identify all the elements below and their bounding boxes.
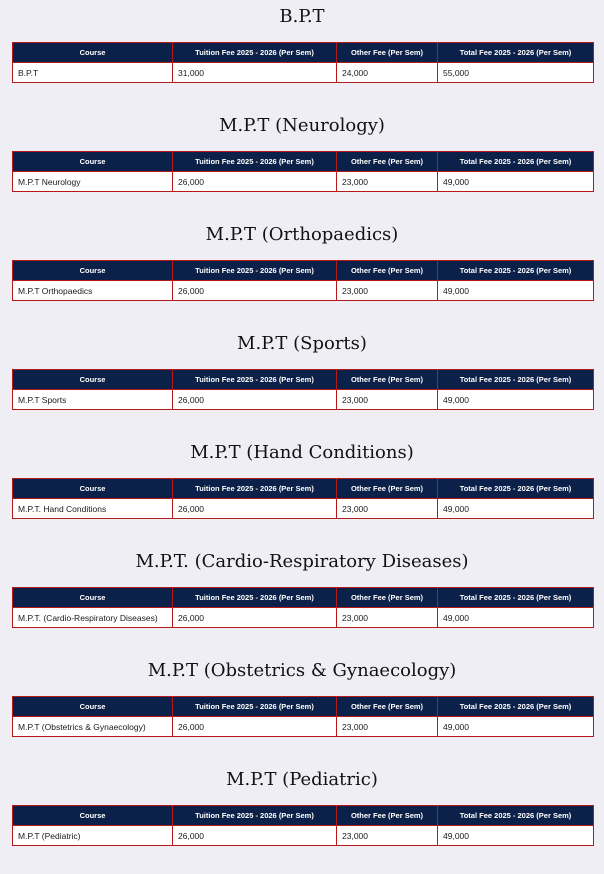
fee-table [12,42,594,83]
fee-section [0,547,604,656]
fee-table [12,151,594,192]
tuition-fee-header: Tuition Fee 2025 - 2026 (Per Sem) [173,370,337,390]
total-fee-cell: 55,000 [438,63,594,83]
fee-section [0,656,604,765]
tuition-fee-header: Tuition Fee 2025 - 2026 (Per Sem) [173,479,337,499]
course-header: Course [13,152,173,172]
table-header-row [13,697,594,717]
section-title: M.P.T (Neurology) [219,115,385,136]
section-title: M.P.T (Orthopaedics) [205,224,399,245]
course-cell: M.P.T. Hand Conditions [13,499,173,519]
tuition-fee-header: Tuition Fee 2025 - 2026 (Per Sem) [173,43,337,63]
table-header-row [13,806,594,826]
other-fee-header: Other Fee (Per Sem) [337,806,438,826]
total-fee-header: Total Fee 2025 - 2026 (Per Sem) [438,261,594,281]
course-cell: B.P.T [13,63,173,83]
tuition-fee-cell: 26,000 [173,390,337,410]
other-fee-header: Other Fee (Per Sem) [337,370,438,390]
course-cell: M.P.T Neurology [13,172,173,192]
course-header: Course [13,261,173,281]
total-fee-cell: 49,000 [438,826,594,846]
fee-table [12,587,594,628]
other-fee-cell: 23,000 [337,281,438,301]
course-header: Course [13,370,173,390]
other-fee-header: Other Fee (Per Sem) [337,697,438,717]
other-fee-header: Other Fee (Per Sem) [337,588,438,608]
fee-section [0,2,604,111]
total-fee-header: Total Fee 2025 - 2026 (Per Sem) [438,588,594,608]
tuition-fee-cell: 26,000 [173,172,337,192]
tuition-fee-header: Tuition Fee 2025 - 2026 (Per Sem) [173,697,337,717]
tuition-fee-header: Tuition Fee 2025 - 2026 (Per Sem) [173,806,337,826]
course-header: Course [13,697,173,717]
total-fee-header: Total Fee 2025 - 2026 (Per Sem) [438,43,594,63]
course-header: Course [13,806,173,826]
fee-section [0,329,604,438]
total-fee-header: Total Fee 2025 - 2026 (Per Sem) [438,806,594,826]
table-row [13,717,594,737]
fee-table [12,805,594,846]
section-title: M.P.T (Obstetrics & Gynaecology) [147,660,457,681]
other-fee-cell: 23,000 [337,390,438,410]
course-cell: M.P.T (Pediatric) [13,826,173,846]
fee-table [12,696,594,737]
total-fee-cell: 49,000 [438,608,594,628]
tuition-fee-header: Tuition Fee 2025 - 2026 (Per Sem) [173,152,337,172]
total-fee-cell: 49,000 [438,499,594,519]
tuition-fee-cell: 26,000 [173,499,337,519]
tuition-fee-cell: 26,000 [173,717,337,737]
section-title: B.P.T [279,6,325,27]
total-fee-header: Total Fee 2025 - 2026 (Per Sem) [438,479,594,499]
total-fee-cell: 49,000 [438,172,594,192]
table-row [13,826,594,846]
other-fee-header: Other Fee (Per Sem) [337,479,438,499]
total-fee-header: Total Fee 2025 - 2026 (Per Sem) [438,370,594,390]
total-fee-cell: 49,000 [438,390,594,410]
table-row [13,390,594,410]
fee-table [12,260,594,301]
course-cell: M.P.T. (Cardio-Respiratory Diseases) [13,608,173,628]
table-header-row [13,588,594,608]
tuition-fee-cell: 26,000 [173,826,337,846]
tuition-fee-header: Tuition Fee 2025 - 2026 (Per Sem) [173,588,337,608]
tuition-fee-header: Tuition Fee 2025 - 2026 (Per Sem) [173,261,337,281]
fee-table [12,478,594,519]
total-fee-header: Total Fee 2025 - 2026 (Per Sem) [438,697,594,717]
tuition-fee-cell: 31,000 [173,63,337,83]
course-header: Course [13,588,173,608]
other-fee-header: Other Fee (Per Sem) [337,152,438,172]
course-cell: M.P.T Sports [13,390,173,410]
section-title: M.P.T (Sports) [237,333,367,354]
other-fee-cell: 23,000 [337,717,438,737]
other-fee-header: Other Fee (Per Sem) [337,261,438,281]
table-row [13,63,594,83]
table-row [13,499,594,519]
fee-section [0,220,604,329]
total-fee-header: Total Fee 2025 - 2026 (Per Sem) [438,152,594,172]
table-row [13,172,594,192]
other-fee-cell: 23,000 [337,608,438,628]
section-title: M.P.T. (Cardio-Respiratory Diseases) [135,551,469,572]
table-row [13,281,594,301]
section-title: M.P.T (Pediatric) [226,769,378,790]
course-header: Course [13,479,173,499]
fee-section [0,438,604,547]
tuition-fee-cell: 26,000 [173,608,337,628]
tuition-fee-cell: 26,000 [173,281,337,301]
other-fee-header: Other Fee (Per Sem) [337,43,438,63]
fee-section [0,111,604,220]
course-cell: M.P.T (Obstetrics & Gynaecology) [13,717,173,737]
other-fee-cell: 23,000 [337,826,438,846]
total-fee-cell: 49,000 [438,717,594,737]
table-header-row [13,152,594,172]
total-fee-cell: 49,000 [438,281,594,301]
other-fee-cell: 23,000 [337,499,438,519]
table-header-row [13,43,594,63]
fee-section [0,765,604,874]
other-fee-cell: 24,000 [337,63,438,83]
table-header-row [13,479,594,499]
course-cell: M.P.T Orthopaedics [13,281,173,301]
other-fee-cell: 23,000 [337,172,438,192]
table-row [13,608,594,628]
table-header-row [13,370,594,390]
fee-table [12,369,594,410]
section-title: M.P.T (Hand Conditions) [190,442,414,463]
course-header: Course [13,43,173,63]
table-header-row [13,261,594,281]
